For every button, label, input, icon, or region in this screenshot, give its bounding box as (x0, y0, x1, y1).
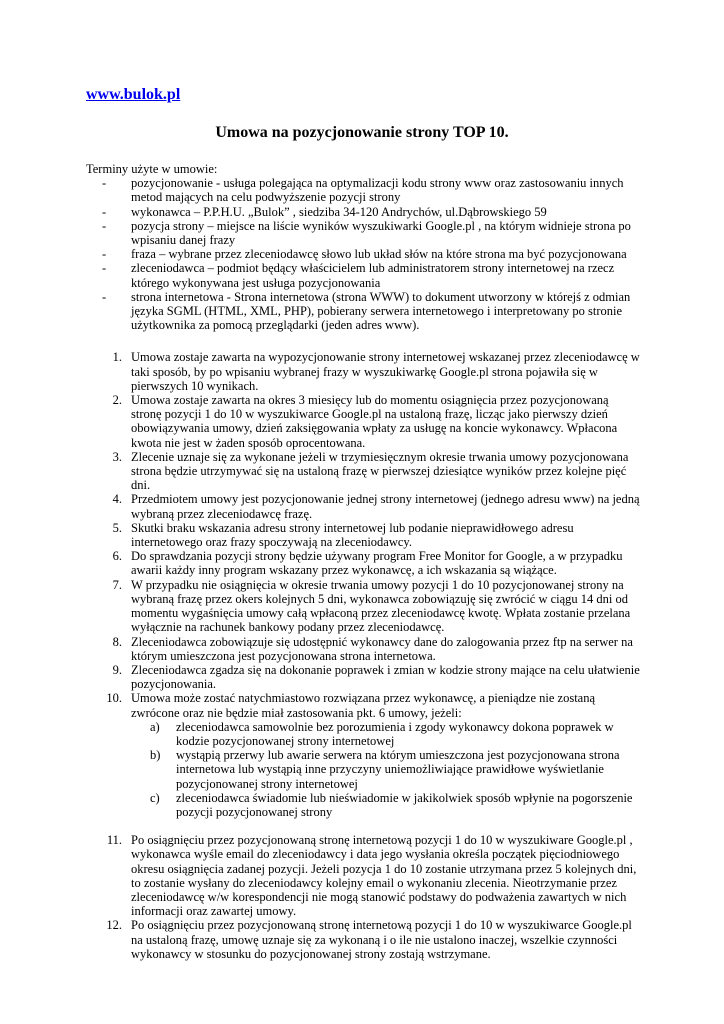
subclause-letter: a) (150, 719, 160, 734)
term-item: - pozycjonowanie - usługa polegająca na optymalizacji kodu strony www oraz zastosowaniu innych metod mających na celu podwyższenie pozycji strony (131, 176, 642, 204)
clause-item (106, 691, 642, 819)
clause-number: 11. (106, 833, 122, 848)
clause-number: 10. (106, 691, 122, 706)
subclause-item (150, 719, 642, 748)
term-item: - fraza – wybrane przez zleceniodawcę słowo lub układ słów na które strona ma być pozycjonowana (131, 247, 642, 261)
subclause-text: zleceniodawca świadomie lub nieświadomie w jakikolwiek sposób wpłynie na pogorszenie pozycji pozycjonowanej strony (176, 790, 633, 819)
clause-number: 3. (112, 449, 122, 464)
clause-text: Umowa zostaje zawarta na okres 3 miesięcy lub do momentu osiągnięcia przez pozycjonowaną stronę pozycji 1 do 10 w wyszukiwarce Google.pl na ustaloną frazę, licząc jako pierwszy dzień obowiązywania umowy, dzień zaksięgowania wpłaty za usługę na koncie wykonawcy. Wpłacona kwota nie jest w żaden sposób oprocentowana. (131, 393, 618, 450)
clause-text: Przedmiotem umowy jest pozycjonowanie jednej strony internetowej (jednego adresu www) na jedną wybraną przez zleceniodawcę frazę. (131, 492, 640, 521)
clause-number: 12. (106, 918, 122, 933)
terms-intro: Terminy użyte w umowie: (86, 162, 218, 176)
clause-text: Umowa zostaje zawarta na wypozycjonowanie strony internetowej wskazanej przez zleceniodawcę w taki sposób, by po wpisaniu wybranej frazy w wyszukiwarkę Google.pl strona pojawiła się w pierwszych 10 wynikach. (131, 350, 640, 393)
clause-number: 5. (112, 520, 122, 535)
clause-text: Skutki braku wskazania adresu strony internetowej lub podanie nieprawidłowego adresu internetowego oraz frazy spoczywają na zleceniodawcy. (131, 520, 574, 550)
clause-number: 1. (112, 350, 122, 365)
subclause-text: wystąpią przerwy lub awarie serwera na którym umieszczona jest pozycjonowana strona internetowa lub wystąpią inne przyczyny uniemożliwiające prawidłowe wyświetlanie pozycjonowanej strony internetowej (176, 748, 620, 791)
clause-item (112, 634, 642, 663)
subclauses-list (131, 720, 642, 819)
clause-item (106, 918, 642, 961)
term-item: - pozycja strony – miejsce na liście wyników wyszukiwarki Google.pl , na którym widnieje strona po wpisaniu danej frazy (131, 219, 642, 247)
website-link[interactable]: www.bulok.pl (86, 86, 181, 103)
clause-item (112, 662, 642, 692)
clause-text: W przypadku nie osiągnięcia w okresie trwania umowy pozycji 1 do 10 pozycjonowanej strony na wybraną frazę przez okers kolejnych 5 dni, wykonawca zobowiązuję się zwrócić w ciągu 14 dni od momentu wygaśnięcia umowy całą wpłaconą przez zleceniodawcę kwotę. Wpłata zostanie przelana wyłącznie na rachunek bankowy podany przez zleceniodawcę. (131, 577, 631, 635)
clause-item (112, 492, 642, 521)
subclause-text: zleceniodawca samowolnie bez porozumienia i zgody wykonawcy dokona poprawek w kodzie pozycjonowanej strony internetowej (176, 719, 614, 748)
document-title: Umowa na pozycjonowanie strony TOP 10. (215, 124, 509, 141)
clause-text: Po osiągnięciu przez pozycjonowaną stronę internetową pozycji 1 do 10 w wyszukiwarce Google.pl na ustaloną frazę, umowę uznaje się za wykonaną i o ile nie ustalono inaczej, wszelkie czynności wykonawcy w stosunku do pozycjonowanej strony zostają wstrzymane. (131, 918, 632, 961)
clause-item (106, 833, 642, 919)
clause-number: 6. (112, 549, 122, 564)
clause-text: Zleceniodawca zgadza się na dokonanie poprawek i zmian w kodzie strony mające na celu ułatwienie pozycjonowania. (131, 662, 640, 692)
clause-item (112, 393, 642, 450)
clause-item (112, 577, 642, 635)
clause-item (112, 350, 642, 393)
term-item: - wykonawca – P.P.H.U. „Bulok” , siedziba 34-120 Andrychów, ul.Dąbrowskiego 59 (131, 205, 642, 219)
subclause-item (150, 790, 642, 819)
clauses-list (86, 350, 642, 961)
term-item: - strona internetowa - Strona internetowa (strona WWW) to dokument utworzony w którejś z odmian języka SGML (HTML, XML, PHP), pobierany serwera internetowego i interpretowany po stronie użytkownika za pomocą przeglądarki (jeden adres www). (131, 290, 642, 333)
subclause-letter: c) (150, 790, 160, 805)
terms-list (86, 176, 642, 332)
clause-item (112, 520, 642, 550)
clause-text: Do sprawdzania pozycji strony będzie używany program Free Monitor for Google, a w przypadku awarii każdy inny program wskazany przez wykonawcę, a ich wskazania są wiążące. (131, 549, 623, 578)
clause-text: Po osiągnięciu przez pozycjonowaną stronę internetową pozycji 1 do 10 w wyszukiware Google.pl , wykonawca wyśle email do zleceniodawcy i data jego wysłania określa początek pięciodniowego okresu osiągnięcia zadanej pozycji. Jeżeli pozycja 1 do 10 zostanie utrzymana przez 5 kolejnych dni, to zostanie wysłany do zleceniodawcy kolejny email o wykonaniu zlecenia. Nieotrzymanie przez zleceniodawcę w/w korespondencji nie mogą stanowić podstawy do podważenia zawartych w nich informacji oraz zawartej umowy. (131, 833, 637, 919)
clause-item (112, 449, 642, 493)
term-item: - zleceniodawca – podmiot będący właścicielem lub administratorem strony internetowej na rzecz którego wykonywana jest usługa pozycjonowania (131, 261, 642, 289)
subclause-letter: b) (150, 748, 161, 763)
subclause-item (150, 748, 642, 791)
clause-number: 8. (112, 634, 122, 649)
clause-number: 2. (112, 393, 122, 408)
document-body (86, 162, 642, 961)
clause-text: Umowa może zostać natychmiastowo rozwiązana przez wykonawcę, a pieniądze nie zostaną zwrócone oraz nie będzie miał zastosowania pkt. 6 umowy, jeżeli: (131, 691, 596, 720)
clause-number: 9. (112, 662, 122, 677)
clause-number: 7. (112, 577, 122, 592)
clause-item (112, 549, 642, 578)
clause-text: Zlecenie uznaje się za wykonane jeżeli w trzymiesięcznym okresie trwania umowy pozycjonowana strona będzie utrzymywać się na ustaloną frazę w pierwszej dziesiątce wyników przez kolejne pięć dni. (131, 449, 629, 493)
clause-text: Zleceniodawca zobowiązuje się udostępnić wykonawcy dane do zalogowania przez ftp na serwer na którym umieszczona jest pozycjonowana strona internetowa. (131, 634, 633, 663)
clause-number: 4. (112, 492, 122, 507)
